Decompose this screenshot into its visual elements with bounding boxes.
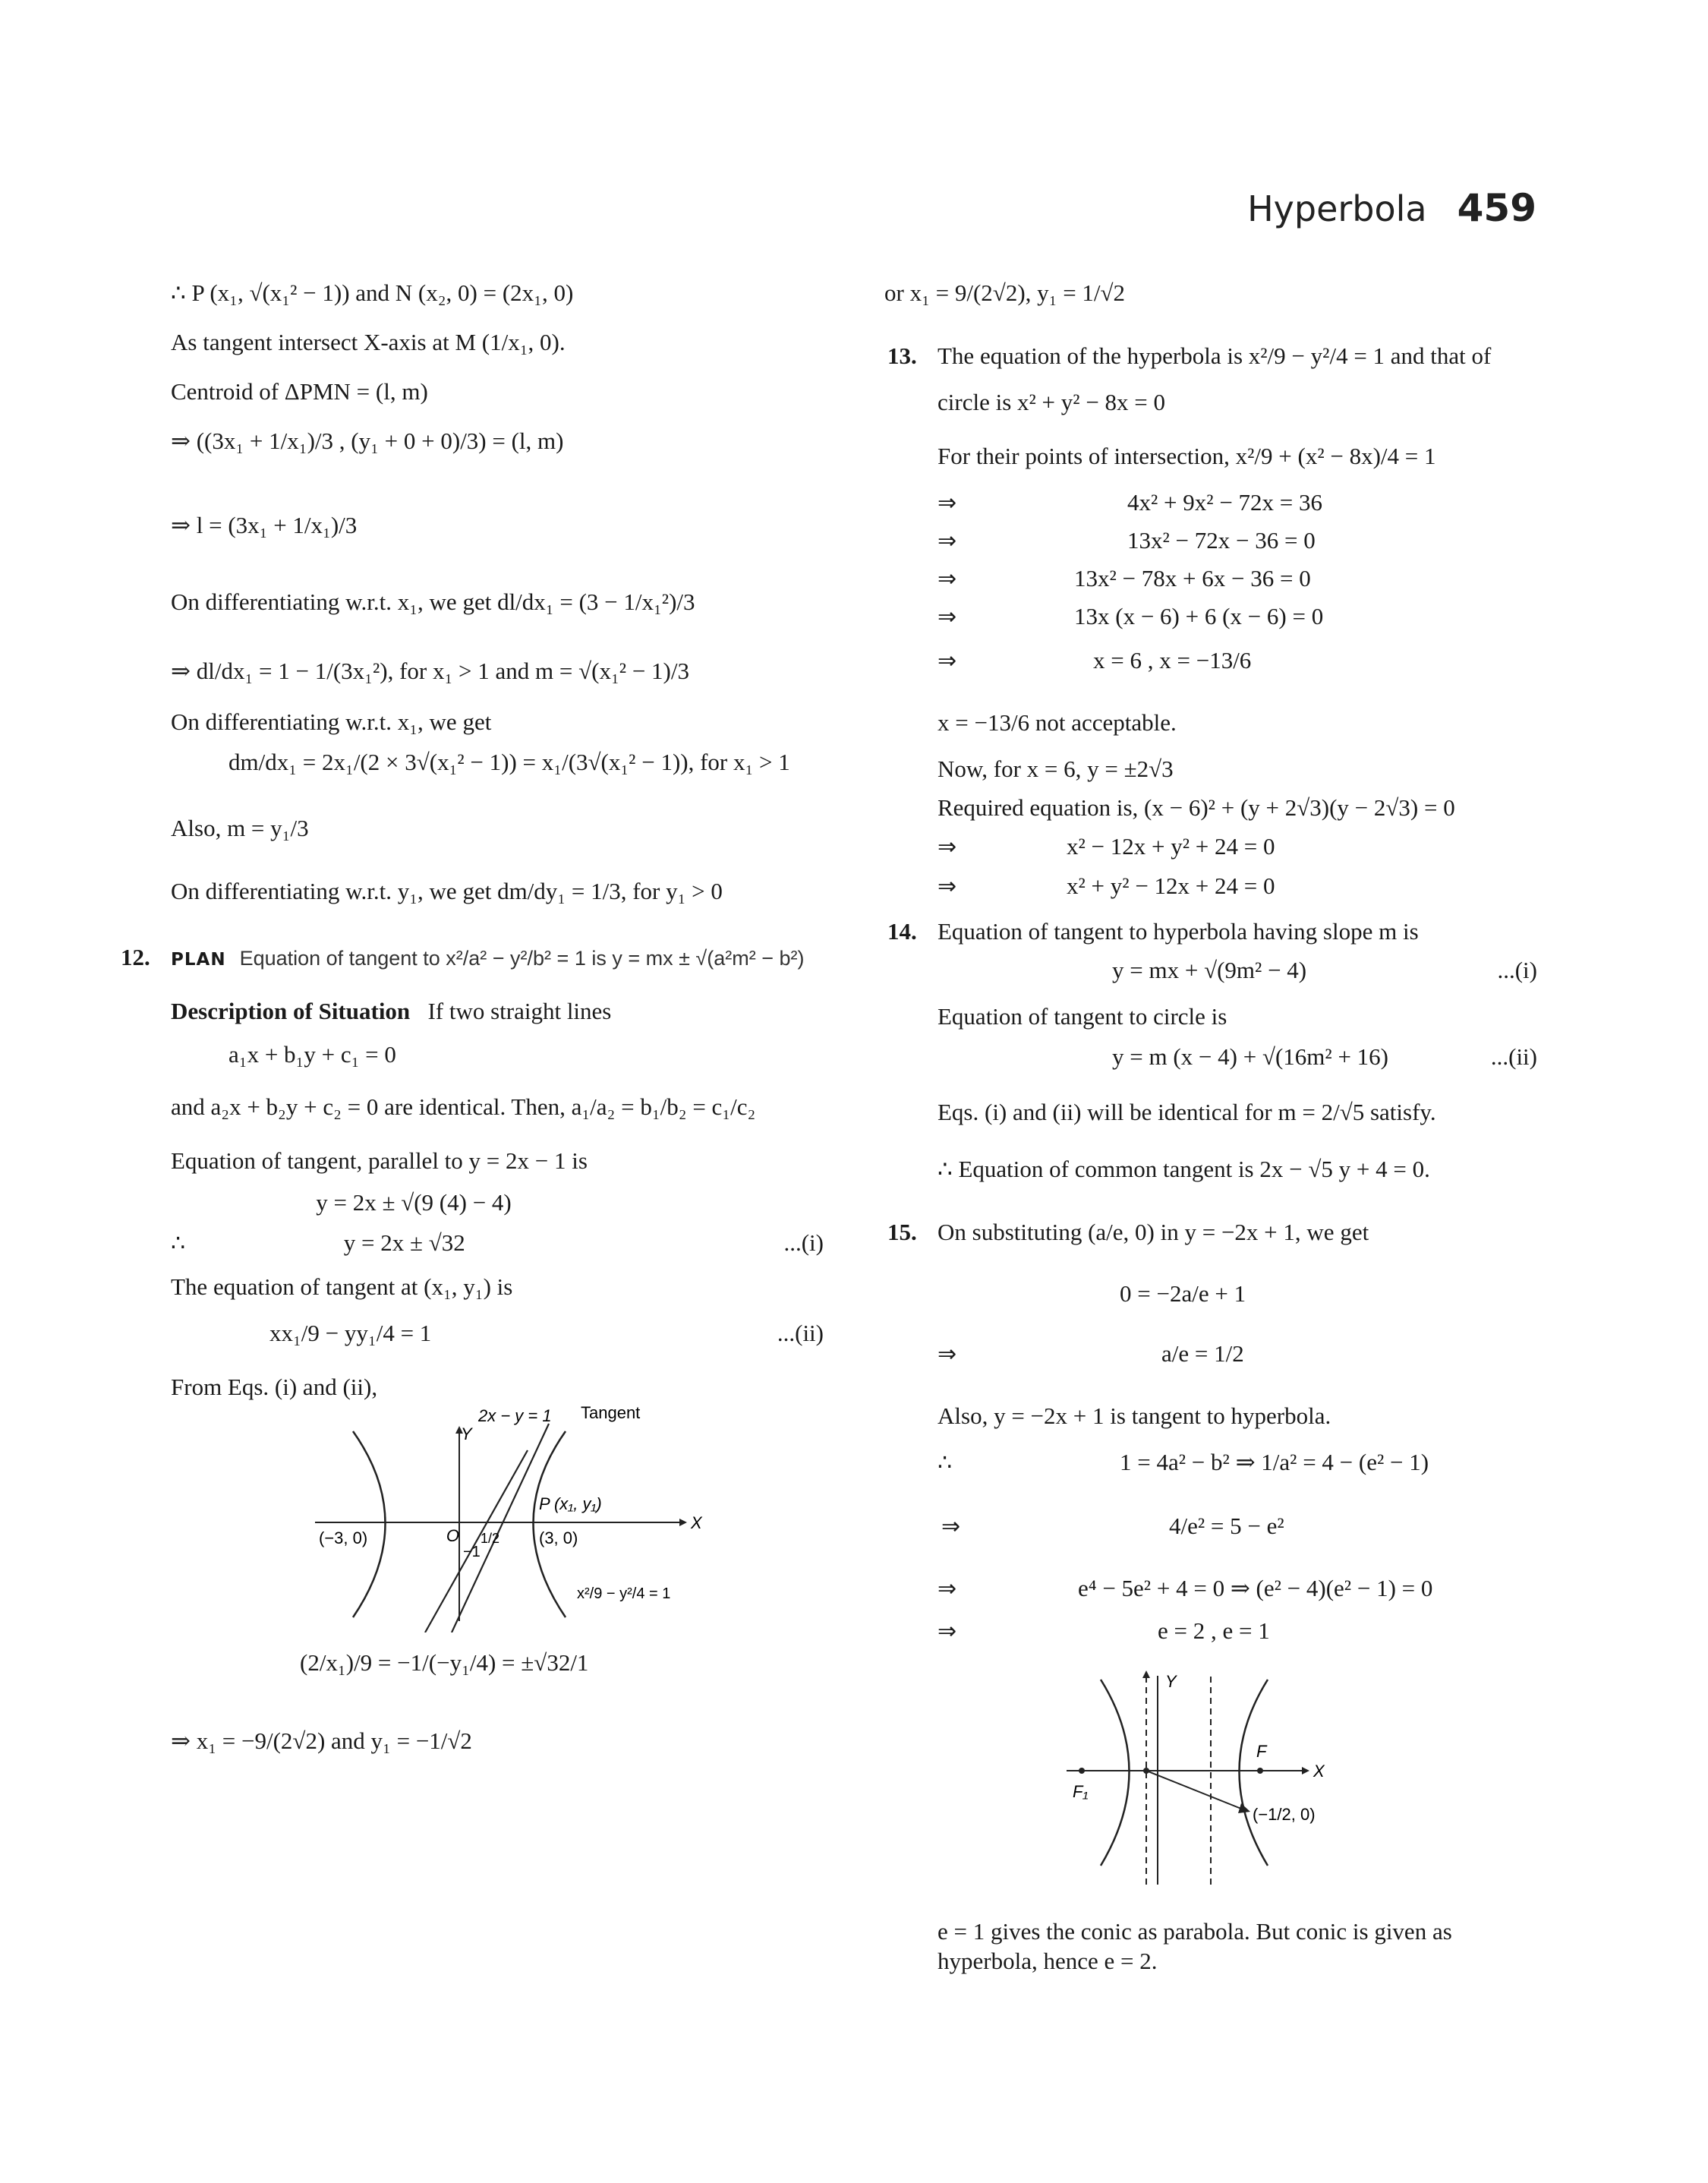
origin-label: O — [446, 1526, 459, 1545]
equation: or x₁ = 9/(2√2), y₁ = 1/√2 — [884, 279, 1126, 306]
text-line: Required equation is, (x − 6)² + (y + 2√3)(y − 2√3) = 0 — [938, 794, 1455, 821]
equation: 1 = 4a² − b² ⇒ 1/a² = 4 − (e² − 1) — [1120, 1449, 1429, 1475]
text-line: The equation of tangent at (x₁, y₁) is — [171, 1273, 513, 1300]
equation: x² + y² − 12x + 24 = 0 — [1067, 872, 1275, 899]
equation: e = 2 , e = 1 — [1158, 1617, 1270, 1644]
text-line: Centroid of ΔPMN = (l, m) — [171, 378, 428, 405]
step-row — [884, 1342, 1537, 1366]
equation: y = m (x − 4) + √(16m² + 16) — [1112, 1043, 1389, 1070]
x-axis-arrow-icon — [1302, 1767, 1309, 1774]
minus-one-label: −1 — [463, 1544, 481, 1560]
implies-arrow-icon: ⇒ — [938, 490, 957, 516]
equation: x² − 12x + y² + 24 = 0 — [1067, 833, 1275, 860]
focus-f1-label: F₁ — [1073, 1782, 1089, 1801]
line-label: 2x − y = 1 — [478, 1406, 552, 1425]
question-number: 13. — [887, 342, 917, 369]
question-14 — [884, 920, 1537, 943]
equation: a/e = 1/2 — [1161, 1340, 1244, 1367]
page-number: 459 — [1457, 186, 1536, 230]
step-row — [884, 566, 1537, 591]
equation-numbered — [171, 1321, 839, 1345]
text-line: On differentiating w.r.t. x₁, we get — [171, 708, 492, 735]
text-line: Equation of tangent, parallel to y = 2x − 1 is — [171, 1147, 588, 1174]
implies-arrow-icon: ⇒ — [938, 1576, 957, 1602]
text-line: The equation of the hyperbola is x²/9 − y²/4 = 1 and that of — [938, 342, 1492, 369]
text-line: Also, m = y₁/3 — [171, 815, 309, 841]
equation: y = 2x ± √32 — [343, 1229, 465, 1256]
hyperbola-equation-label: x²/9 − y²/4 = 1 — [577, 1585, 671, 1602]
question-number: 14. — [887, 918, 917, 945]
equation: ⇒ ((3x₁ + 1/x₁)/3 , (y₁ + 0 + 0)/3) = (l, m) — [171, 427, 564, 454]
implies-arrow-icon: ⇒ — [938, 648, 957, 674]
y-axis-arrow-icon — [1142, 1670, 1150, 1678]
equation: 4x² + 9x² − 72x = 36 — [1127, 489, 1323, 516]
step-row — [884, 1514, 1537, 1538]
text-line: For their points of intersection, x²/9 + (x² − 8x)/4 = 1 — [938, 443, 1436, 469]
chapter-title: Hyperbola — [1247, 188, 1427, 229]
text-line: As tangent intersect X-axis at M (1/x₁, 0). — [171, 329, 566, 355]
equation: ⇒ dl/dx₁ = 1 − 1/(3x₁²), for x₁ > 1 and m = √(x₁² − 1)/3 — [171, 658, 689, 684]
description-title: Description of Situation — [171, 998, 411, 1024]
y-axis-label: Y — [461, 1424, 472, 1443]
text-line: From Eqs. (i) and (ii), — [171, 1374, 378, 1400]
equation-number: ...(i) — [1497, 957, 1537, 983]
text-line: circle is x² + y² − 8x = 0 — [938, 389, 1166, 415]
implies-arrow-icon: ⇒ — [938, 1618, 957, 1645]
point-p-label: P (x₁, y₁) — [539, 1494, 602, 1513]
conic-focus-figure — [1059, 1664, 1378, 1892]
plan-tag: PLAN — [171, 950, 226, 970]
description-text: If two straight lines — [427, 998, 612, 1024]
text-line: ∴ P (x₁, √(x₁² − 1)) and N (x₂, 0) = (2x₁, 0) — [171, 279, 574, 306]
text-line: Eqs. (i) and (ii) will be identical for m = 2/√5 satisfy. — [938, 1099, 1436, 1125]
text-line: Equation of tangent to circle is — [938, 1003, 1227, 1030]
step-row — [884, 491, 1537, 515]
implies-arrow-icon: ⇒ — [938, 604, 957, 630]
tangent-label: Tangent — [581, 1405, 641, 1422]
equation: ⇒ x₁ = −9/(2√2) and y₁ = −1/√2 — [171, 1727, 472, 1754]
text-line: Also, y = −2x + 1 is tangent to hyperbola. — [938, 1402, 1331, 1429]
equation: 4/e² = 5 − e² — [1169, 1513, 1284, 1539]
x-axis-label: X — [691, 1513, 702, 1532]
equation: xx₁/9 − yy₁/4 = 1 — [269, 1320, 432, 1346]
text-line: x = −13/6 not acceptable. — [938, 709, 1177, 736]
text-line: Now, for x = 6, y = ±2√3 — [938, 756, 1174, 782]
x-axis-arrow-icon — [679, 1519, 687, 1526]
equation: e⁴ − 5e² + 4 = 0 ⇒ (e² − 4)(e² − 1) = 0 — [1078, 1575, 1433, 1601]
equation: 13x (x − 6) + 6 (x − 6) = 0 — [1074, 603, 1324, 629]
equation: dm/dx₁ = 2x₁/(2 × 3√(x₁² − 1)) = x₁/(3√(x₁² − 1)), for x₁ > 1 — [228, 749, 790, 775]
focus-f1-dot — [1079, 1768, 1085, 1774]
step-row — [884, 1576, 1537, 1601]
left-branch — [353, 1431, 386, 1617]
text-line: and a₂x + b₂y + c₂ = 0 are identical. Then, a₁/a₂ = b₁/b₂ = c₁/c₂ — [171, 1093, 756, 1120]
therefore-symbol: ∴ — [171, 1230, 186, 1257]
half-label: 1/2 — [481, 1531, 500, 1546]
equation: 13x² − 72x − 36 = 0 — [1127, 527, 1316, 554]
equation: y = 2x ± √(9 (4) − 4) — [316, 1189, 512, 1216]
left-column — [121, 279, 839, 1769]
implies-arrow-icon: ⇒ — [938, 1341, 957, 1368]
equation-number: ...(ii) — [777, 1320, 824, 1346]
step-row — [884, 1619, 1537, 1643]
text-line: e = 1 gives the conic as parabola. But conic is given as — [938, 1918, 1452, 1945]
text-line: ∴ Equation of common tangent is 2x − √5 y + 4 = 0. — [938, 1156, 1430, 1182]
focus-f-label: F — [1256, 1742, 1267, 1761]
step-row — [884, 604, 1537, 629]
x-axis-label: X — [1313, 1762, 1325, 1781]
equation: 13x² − 78x + 6x − 36 = 0 — [1074, 565, 1311, 591]
description-line — [171, 999, 839, 1023]
equation-numbered — [884, 1045, 1537, 1068]
right-column — [884, 281, 1537, 1989]
question-number: 12. — [121, 944, 150, 970]
equation-numbered — [171, 1231, 839, 1255]
left-branch — [1101, 1680, 1130, 1866]
equation: 0 = −2a/e + 1 — [1120, 1280, 1246, 1307]
focus-f-dot — [1257, 1768, 1263, 1774]
right-branch — [1240, 1680, 1268, 1866]
question-13 — [884, 344, 1537, 368]
left-vertex-label: (−3, 0) — [319, 1528, 368, 1547]
implies-arrow-icon: ⇒ — [938, 873, 957, 900]
question-number: 15. — [887, 1219, 917, 1245]
step-row — [884, 1450, 1537, 1475]
line-2x-y-1 — [425, 1450, 528, 1633]
point-label: (−1/2, 0) — [1253, 1805, 1316, 1824]
equation: x = 6 , x = −13/6 — [1093, 647, 1252, 674]
implies-arrow-icon: ⇒ — [941, 1513, 961, 1540]
right-vertex-label: (3, 0) — [539, 1528, 578, 1547]
step-row — [884, 834, 1537, 859]
hyperbola-tangent-figure — [307, 1405, 717, 1633]
page-header — [1247, 186, 1536, 230]
text-line: hyperbola, hence e = 2. — [938, 1948, 1158, 1974]
equation: y = mx + √(9m² − 4) — [1112, 957, 1307, 983]
pointer-line — [1146, 1771, 1241, 1809]
equation-number: ...(i) — [783, 1229, 824, 1256]
implies-arrow-icon: ⇒ — [938, 566, 957, 592]
question-12-plan — [121, 944, 839, 970]
equation-number: ...(ii) — [1490, 1043, 1537, 1070]
right-branch — [534, 1431, 566, 1617]
step-row — [884, 528, 1537, 553]
text-line: On differentiating w.r.t. y₁, we get dm/dy₁ = 1/3, for y₁ > 0 — [171, 878, 723, 904]
implies-arrow-icon: ⇒ — [938, 834, 957, 860]
equation-numbered — [884, 958, 1537, 982]
implies-arrow-icon: ⇒ — [938, 528, 957, 554]
step-row — [884, 874, 1537, 898]
y-axis-label: Y — [1165, 1672, 1177, 1691]
equation: a₁x + b₁y + c₁ = 0 — [228, 1041, 396, 1068]
text-line: On substituting (a/e, 0) in y = −2x + 1, we get — [938, 1219, 1369, 1245]
plan-text: Equation of tangent to x²/a² − y²/b² = 1 is y = mx ± √(a²m² − b²) — [239, 947, 805, 970]
question-15 — [884, 1220, 1537, 1244]
equation: ⇒ l = (3x₁ + 1/x₁)/3 — [171, 512, 358, 538]
therefore-symbol: ∴ — [938, 1450, 953, 1476]
pointer-arrow-icon — [1238, 1803, 1250, 1813]
text-line: Equation of tangent to hyperbola having slope m is — [938, 918, 1419, 945]
step-row — [884, 648, 1537, 673]
equation: (2/x₁)/9 = −1/(−y₁/4) = ±√32/1 — [300, 1649, 589, 1676]
text-line: On differentiating w.r.t. x₁, we get dl/dx₁ = (3 − 1/x₁²)/3 — [171, 588, 695, 615]
